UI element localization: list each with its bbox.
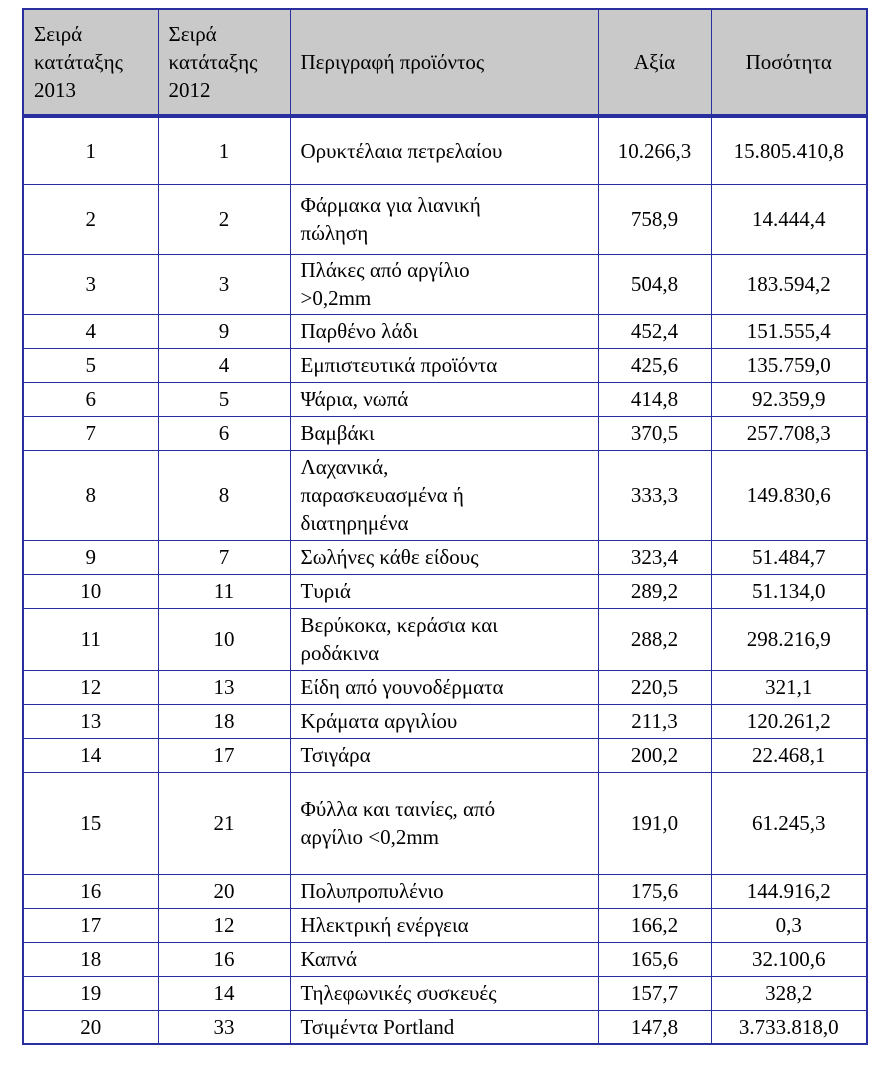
table-row	[23, 416, 867, 450]
value-cell: 504,8	[598, 254, 711, 314]
description-cell: Τηλεφωνικές συσκευές	[290, 976, 598, 1010]
rank-2012-cell: 7	[158, 540, 290, 574]
value-cell: 452,4	[598, 314, 711, 348]
description-cell: Τυριά	[290, 574, 598, 608]
description-cell: Φάρμακα για λιανική πώληση	[290, 184, 598, 254]
quantity-cell: 120.261,2	[711, 704, 867, 738]
quantity-cell: 135.759,0	[711, 348, 867, 382]
rank-2013-cell: 20	[23, 1010, 158, 1044]
table-row	[23, 450, 867, 540]
value-cell: 191,0	[598, 772, 711, 874]
rank-2013-cell: 12	[23, 670, 158, 704]
description-cell: Κράματα αργιλίου	[290, 704, 598, 738]
quantity-cell: 51.134,0	[711, 574, 867, 608]
rank-2012-cell: 4	[158, 348, 290, 382]
quantity-cell: 257.708,3	[711, 416, 867, 450]
table-row	[23, 184, 867, 254]
table-row	[23, 704, 867, 738]
quantity-cell: 22.468,1	[711, 738, 867, 772]
description-cell: Ηλεκτρική ενέργεια	[290, 908, 598, 942]
description-cell: Λαχανικά, παρασκευασμένα ή διατηρημένα	[290, 450, 598, 540]
rank-2013-cell: 19	[23, 976, 158, 1010]
description-cell: Ψάρια, νωπά	[290, 382, 598, 416]
rank-2013-cell: 13	[23, 704, 158, 738]
description-cell: Σωλήνες κάθε είδους	[290, 540, 598, 574]
table-row	[23, 772, 867, 874]
quantity-cell: 3.733.818,0	[711, 1010, 867, 1044]
rank-2013-cell: 2	[23, 184, 158, 254]
description-cell: Φύλλα και ταινίες, από αργίλιο <0,2mm	[290, 772, 598, 874]
quantity-cell: 321,1	[711, 670, 867, 704]
description-cell: Βερύκοκα, κεράσια και ροδάκινα	[290, 608, 598, 670]
table-row	[23, 382, 867, 416]
rank-2013-cell: 11	[23, 608, 158, 670]
value-cell: 414,8	[598, 382, 711, 416]
rank-2012-cell: 12	[158, 908, 290, 942]
table-row	[23, 976, 867, 1010]
rank-2012-cell: 16	[158, 942, 290, 976]
table-row	[23, 874, 867, 908]
quantity-cell: 32.100,6	[711, 942, 867, 976]
rank-2012-cell: 5	[158, 382, 290, 416]
rank-2013-cell: 10	[23, 574, 158, 608]
rank-2013-cell: 17	[23, 908, 158, 942]
description-cell: Ορυκτέλαια πετρελαίου	[290, 116, 598, 184]
value-cell: 211,3	[598, 704, 711, 738]
table-row	[23, 670, 867, 704]
header-rank-2013: Σειρά κατάταξης 2013	[23, 9, 158, 116]
description-cell: Βαμβάκι	[290, 416, 598, 450]
rank-2013-cell: 18	[23, 942, 158, 976]
table-row	[23, 738, 867, 772]
table-row	[23, 314, 867, 348]
value-cell: 200,2	[598, 738, 711, 772]
description-cell: Είδη από γουνοδέρματα	[290, 670, 598, 704]
rank-2013-cell: 3	[23, 254, 158, 314]
quantity-cell: 328,2	[711, 976, 867, 1010]
quantity-cell: 151.555,4	[711, 314, 867, 348]
header-quantity: Ποσότητα	[711, 9, 867, 116]
header-rank-2012: Σειρά κατάταξης 2012	[158, 9, 290, 116]
table-row	[23, 348, 867, 382]
value-cell: 147,8	[598, 1010, 711, 1044]
table-row	[23, 908, 867, 942]
quantity-cell: 0,3	[711, 908, 867, 942]
quantity-cell: 15.805.410,8	[711, 116, 867, 184]
table-row	[23, 608, 867, 670]
value-cell: 758,9	[598, 184, 711, 254]
products-table	[22, 8, 868, 1045]
value-cell: 157,7	[598, 976, 711, 1010]
quantity-cell: 92.359,9	[711, 382, 867, 416]
value-cell: 370,5	[598, 416, 711, 450]
rank-2012-cell: 3	[158, 254, 290, 314]
description-cell: Πολυπροπυλένιο	[290, 874, 598, 908]
rank-2012-cell: 18	[158, 704, 290, 738]
header-description: Περιγραφή προϊόντος	[290, 9, 598, 116]
rank-2012-cell: 1	[158, 116, 290, 184]
rank-2013-cell: 6	[23, 382, 158, 416]
value-cell: 165,6	[598, 942, 711, 976]
table-row	[23, 574, 867, 608]
products-table-container	[22, 8, 866, 1045]
table-row	[23, 254, 867, 314]
value-cell: 333,3	[598, 450, 711, 540]
rank-2012-cell: 11	[158, 574, 290, 608]
value-cell: 220,5	[598, 670, 711, 704]
table-row	[23, 942, 867, 976]
value-cell: 175,6	[598, 874, 711, 908]
description-cell: Τσιγάρα	[290, 738, 598, 772]
rank-2012-cell: 9	[158, 314, 290, 348]
quantity-cell: 183.594,2	[711, 254, 867, 314]
value-cell: 166,2	[598, 908, 711, 942]
rank-2012-cell: 10	[158, 608, 290, 670]
quantity-cell: 144.916,2	[711, 874, 867, 908]
rank-2013-cell: 1	[23, 116, 158, 184]
value-cell: 323,4	[598, 540, 711, 574]
description-cell: Πλάκες από αργίλιο >0,2mm	[290, 254, 598, 314]
rank-2012-cell: 17	[158, 738, 290, 772]
rank-2013-cell: 15	[23, 772, 158, 874]
value-cell: 425,6	[598, 348, 711, 382]
rank-2013-cell: 8	[23, 450, 158, 540]
rank-2013-cell: 4	[23, 314, 158, 348]
rank-2012-cell: 8	[158, 450, 290, 540]
rank-2013-cell: 7	[23, 416, 158, 450]
value-cell: 289,2	[598, 574, 711, 608]
quantity-cell: 298.216,9	[711, 608, 867, 670]
quantity-cell: 149.830,6	[711, 450, 867, 540]
value-cell: 288,2	[598, 608, 711, 670]
table-header-row	[23, 9, 867, 116]
description-cell: Καπνά	[290, 942, 598, 976]
rank-2013-cell: 16	[23, 874, 158, 908]
description-cell: Εμπιστευτικά προϊόντα	[290, 348, 598, 382]
rank-2012-cell: 20	[158, 874, 290, 908]
rank-2013-cell: 14	[23, 738, 158, 772]
quantity-cell: 51.484,7	[711, 540, 867, 574]
header-value: Αξία	[598, 9, 711, 116]
table-row	[23, 1010, 867, 1044]
rank-2012-cell: 14	[158, 976, 290, 1010]
quantity-cell: 61.245,3	[711, 772, 867, 874]
description-cell: Παρθένο λάδι	[290, 314, 598, 348]
rank-2013-cell: 9	[23, 540, 158, 574]
description-cell: Τσιμέντα Portland	[290, 1010, 598, 1044]
table-row	[23, 540, 867, 574]
rank-2013-cell: 5	[23, 348, 158, 382]
rank-2012-cell: 13	[158, 670, 290, 704]
rank-2012-cell: 2	[158, 184, 290, 254]
value-cell: 10.266,3	[598, 116, 711, 184]
table-row	[23, 116, 867, 184]
rank-2012-cell: 33	[158, 1010, 290, 1044]
rank-2012-cell: 21	[158, 772, 290, 874]
quantity-cell: 14.444,4	[711, 184, 867, 254]
rank-2012-cell: 6	[158, 416, 290, 450]
